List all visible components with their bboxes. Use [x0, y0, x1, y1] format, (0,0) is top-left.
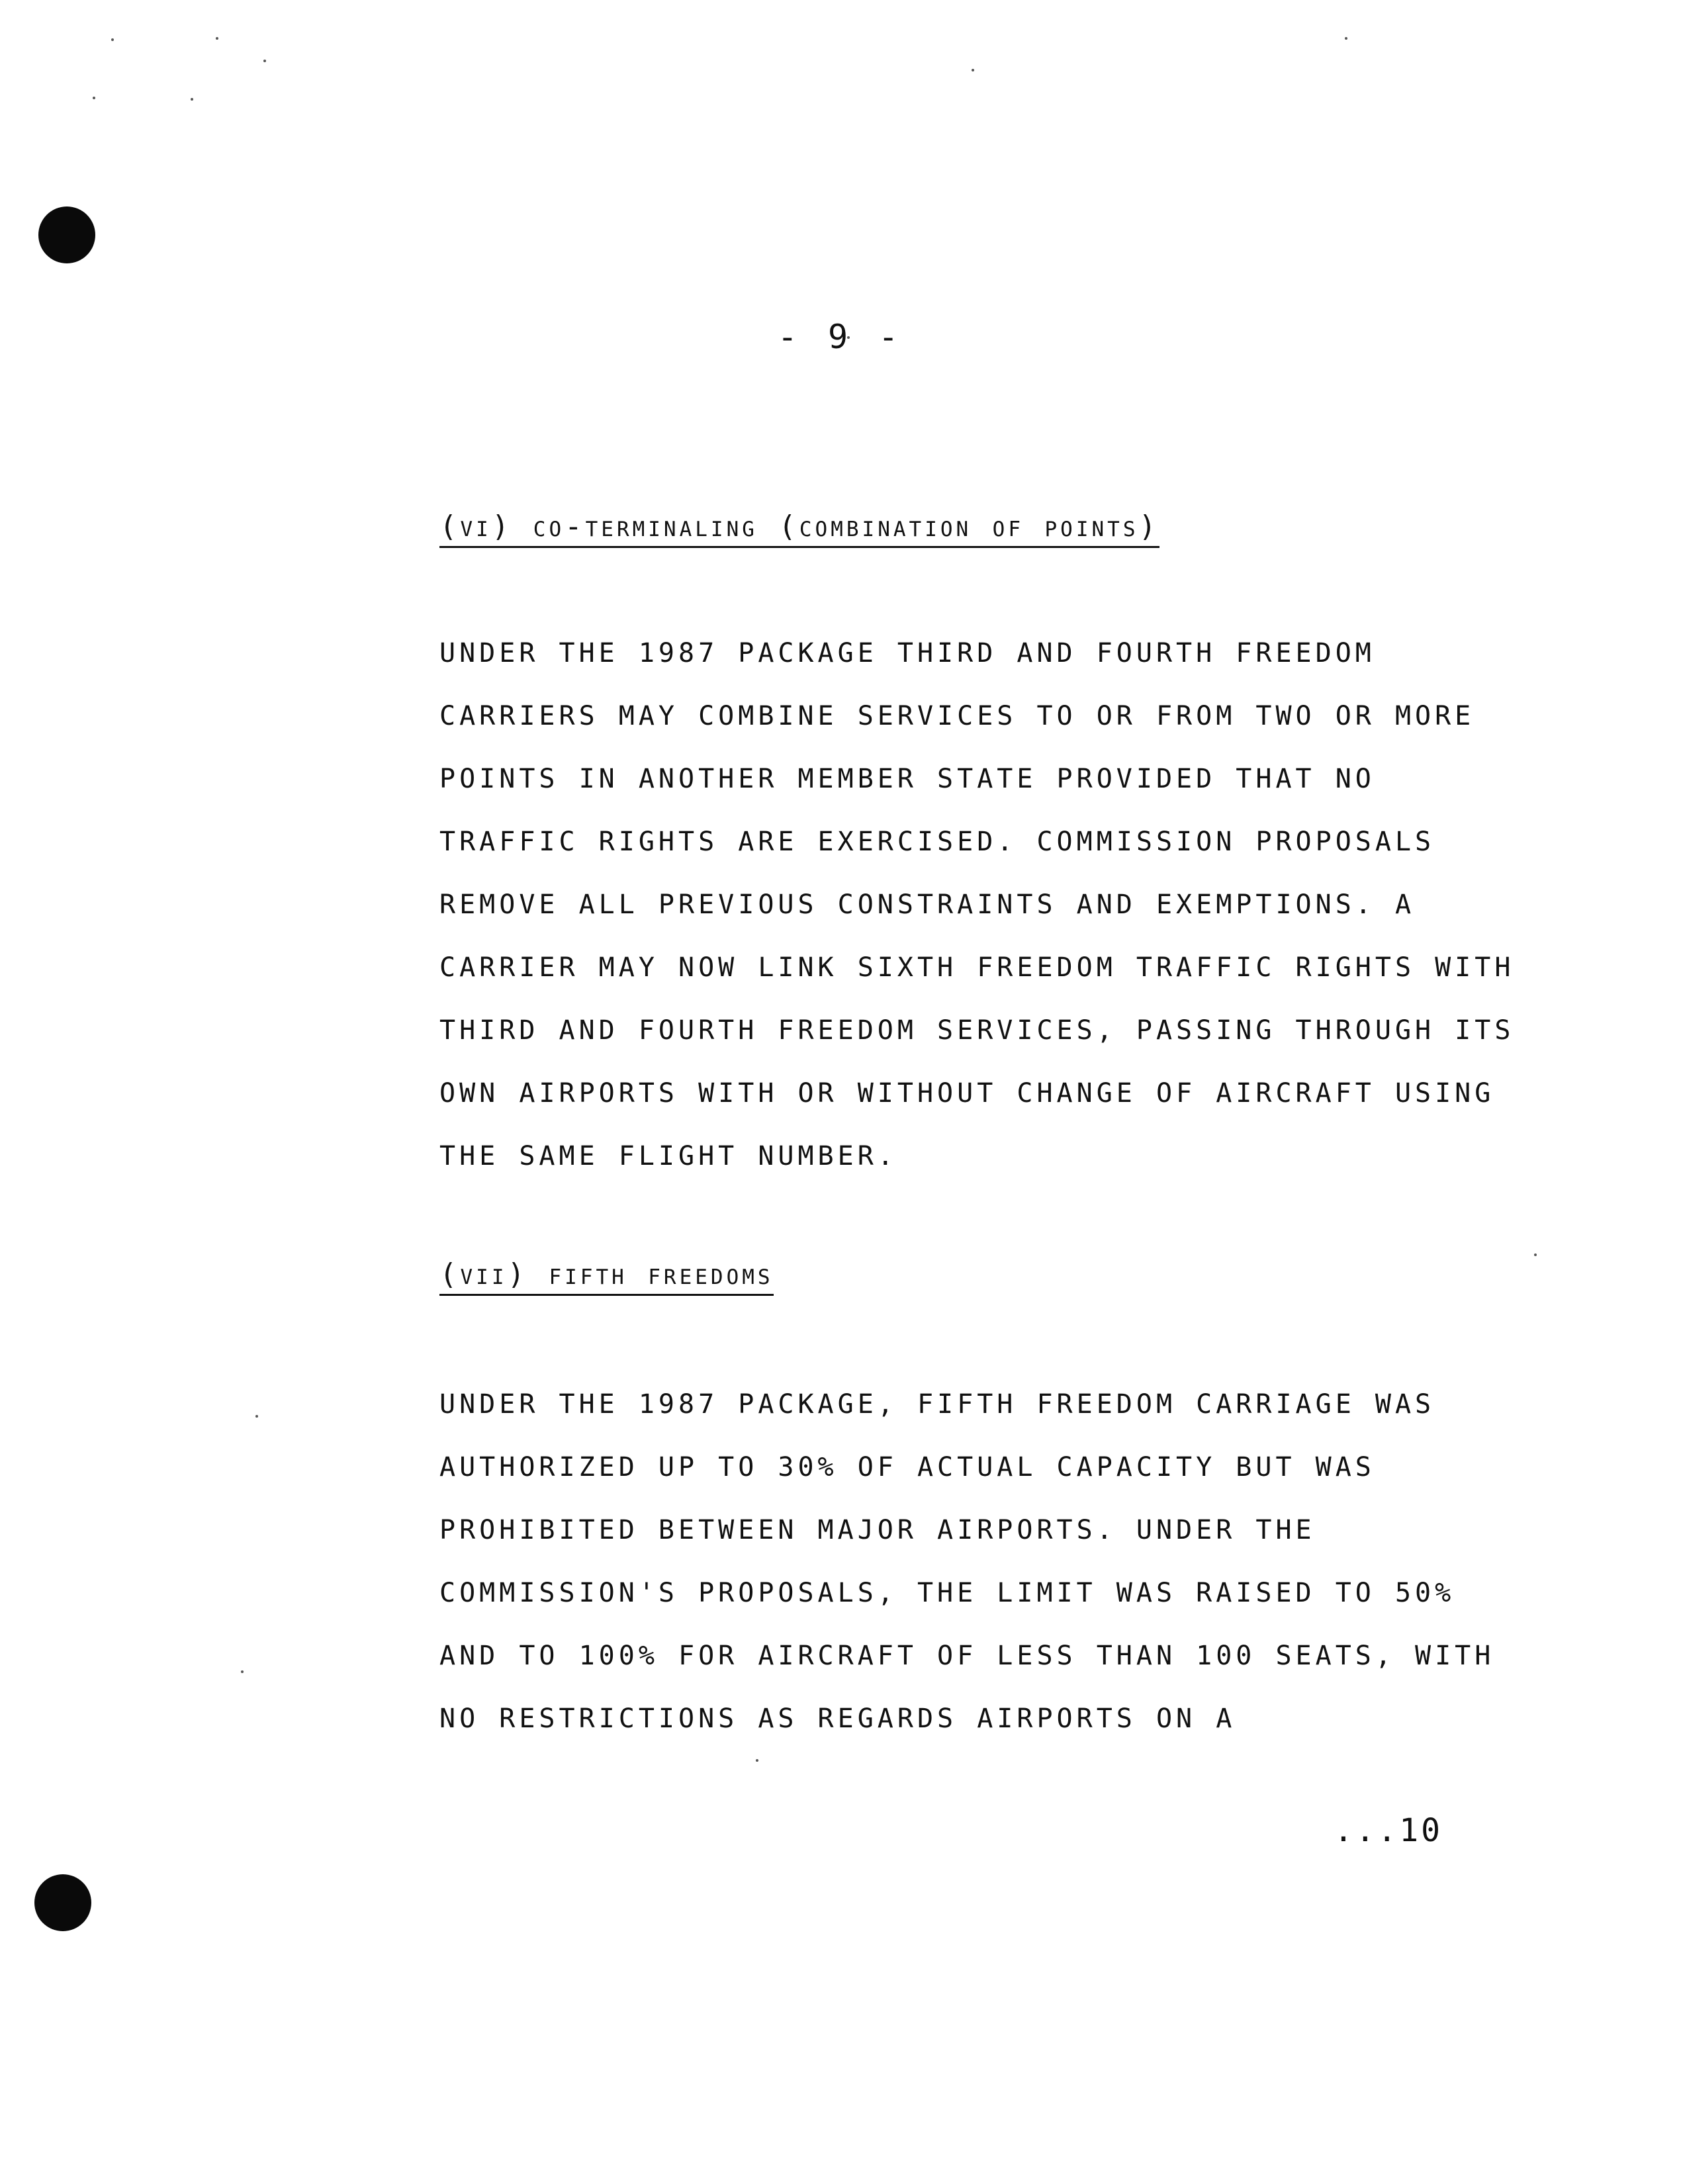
text-line: REMOVE ALL PREVIOUS CONSTRAINTS AND EXEMPTIONS. A [439, 889, 1416, 920]
scan-speck [191, 98, 193, 101]
scan-speck [756, 1759, 758, 1762]
scan-speck [255, 1415, 258, 1418]
paragraph-fifth-freedoms [439, 1373, 1495, 1751]
punch-hole-top [38, 206, 95, 263]
punch-hole-bottom [34, 1874, 91, 1931]
section-heading-fifth-freedoms: (vii) fifth freedoms [439, 1257, 774, 1296]
text-line: UNDER THE 1987 PACKAGE THIRD AND FOURTH FREEDOM [439, 638, 1375, 668]
text-line: THIRD AND FOURTH FREEDOM SERVICES, PASSING THROUGH ITS [439, 1015, 1515, 1046]
scan-speck [972, 69, 974, 71]
text-line: AUTHORIZED UP TO 30% OF ACTUAL CAPACITY BUT WAS [439, 1452, 1375, 1482]
scan-speck [111, 38, 114, 41]
text-line: NO RESTRICTIONS AS REGARDS AIRPORTS ON A [439, 1704, 1236, 1734]
paragraph-co-terminaling [439, 622, 1515, 1188]
section-heading-co-terminaling: (vi) co-terminaling (combination of points) [439, 510, 1159, 548]
text-line: CARRIER MAY NOW LINK SIXTH FREEDOM TRAFFIC RIGHTS WITH [439, 952, 1515, 983]
scan-speck [1345, 37, 1347, 40]
scan-speck [216, 37, 218, 40]
continuation-marker: ...10 [1334, 1812, 1443, 1849]
scan-speck [1534, 1253, 1537, 1256]
scan-speck [263, 60, 266, 62]
text-line: AND TO 100% FOR AIRCRAFT OF LESS THAN 100 SEATS, WITH [439, 1641, 1495, 1671]
text-line: THE SAME FLIGHT NUMBER. [439, 1141, 897, 1171]
text-line: COMMISSION'S PROPOSALS, THE LIMIT WAS RAISED TO 50% [439, 1578, 1455, 1608]
text-line: POINTS IN ANOTHER MEMBER STATE PROVIDED THAT NO [439, 764, 1375, 794]
text-line: TRAFFIC RIGHTS ARE EXERCISED. COMMISSION PROPOSALS [439, 827, 1435, 857]
scan-speck [93, 97, 95, 99]
scan-speck [241, 1670, 244, 1673]
text-line: CARRIERS MAY COMBINE SERVICES TO OR FROM TWO OR MORE [439, 701, 1475, 731]
text-line: OWN AIRPORTS WITH OR WITHOUT CHANGE OF AIRCRAFT USING [439, 1078, 1495, 1109]
text-line: PROHIBITED BETWEEN MAJOR AIRPORTS. UNDER THE [439, 1515, 1316, 1545]
page-number: - 9 - [777, 318, 904, 356]
text-line: UNDER THE 1987 PACKAGE, FIFTH FREEDOM CARRIAGE WAS [439, 1389, 1435, 1420]
